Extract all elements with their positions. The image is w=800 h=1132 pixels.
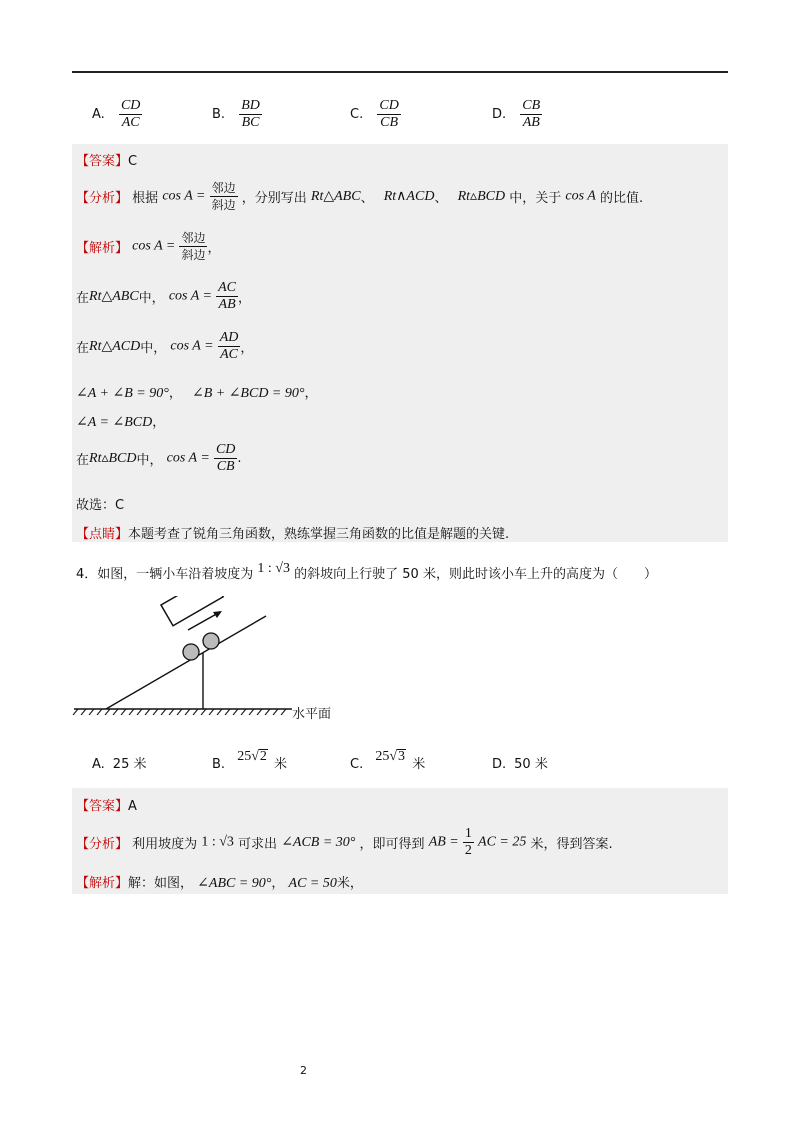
- q3-option-a: A. $\frac{CD}{AC}$: [92, 98, 141, 130]
- q4-horizontal-label: 水平面: [292, 707, 332, 722]
- q3-analysis: 【分析】 根据 cos A = $\frac{\text{邻边}}{\text{斜边}}$ ，分别写出 Rt△ABC、 Rt∧ACD、 Rt▵BCD 中，关于 cos A 的比值.: [76, 181, 644, 212]
- q4-option-d: D. 50 米: [492, 757, 548, 772]
- header-rule: [72, 71, 728, 73]
- q4-option-b: B. 25√2 米: [212, 749, 288, 772]
- q3-angle-equal: ∠A = ∠BCD，: [76, 415, 166, 430]
- q3-option-b: B. $\frac{BD}{BC}$: [212, 98, 260, 130]
- q4-jiexi: 【解析】解：如图， ∠ABC = 90°， AC = 50米，: [76, 876, 363, 891]
- q3-line-abc: 在Rt△ABC中， cos A = $\frac{AC}{AB}$ ，: [76, 280, 252, 312]
- q3-option-c: C. $\frac{CD}{CB}$: [350, 98, 399, 130]
- q3-angle-sum: ∠A + ∠B = 90°， ∠B + ∠BCD = 90°，: [76, 386, 318, 401]
- q4-stem: 4．如图，一辆小车沿着坡度为 1 : √3 的斜坡向上行驶了 50 米，则此时该小车上升的高度为（ ）: [76, 561, 657, 582]
- page-number: 2: [300, 1064, 307, 1077]
- q3-line-bcd: 在Rt▵BCD中， cos A = $\frac{CD}{CB}$ .: [76, 442, 242, 474]
- q4-option-c: C. 25√3 米: [350, 749, 426, 772]
- q3-answer: 【答案】C: [76, 154, 138, 169]
- q4-option-a: A. 25 米: [92, 757, 147, 772]
- q4-answer: 【答案】A: [76, 799, 137, 814]
- q3-choose: 故选：C: [76, 498, 125, 513]
- q3-comment: 【点睛】本题考查了锐角三角函数，熟练掌握三角函数的比值是解题的关键.: [76, 527, 510, 542]
- q3-jiexi: 【解析】 cos A = $\frac{\text{邻边}}{\text{斜边}}$ ，: [76, 231, 221, 262]
- q3-option-d: D. $\frac{CB}{AB}$: [492, 98, 541, 130]
- q4-analysis: 【分析】 利用坡度为 1 : √3 可求出 ∠ACB = 30° ，即可得到 AB = $\frac{1}{2}$ AC = 25 米，得到答案.: [76, 826, 613, 858]
- q3-line-acd: 在Rt△ACD中， cos A = $\frac{AD}{AC}$ ，: [76, 330, 254, 362]
